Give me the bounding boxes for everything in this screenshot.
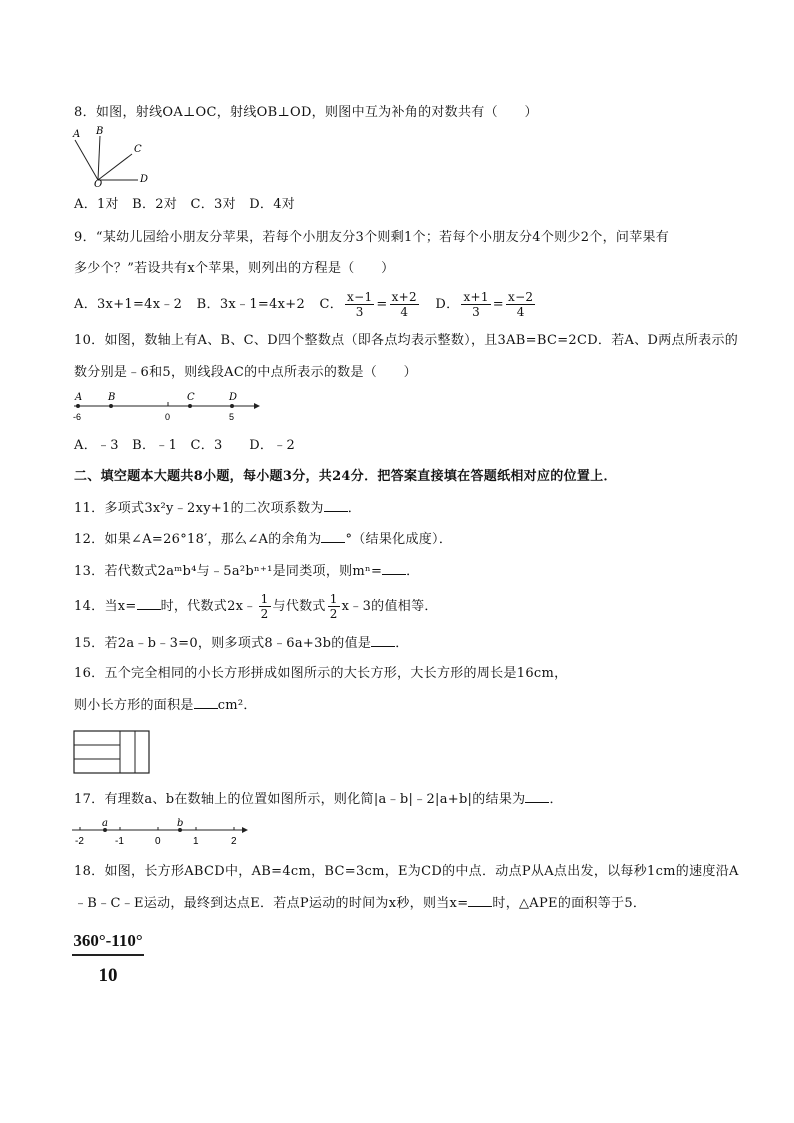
section-2-heading: 二、填空题本大题共8小题，每小题3分，共24分．把答案直接填在答题纸相对应的位置上．	[74, 469, 617, 484]
q17-tick-1: 1	[193, 836, 199, 847]
q18-stem-line1: 18．如图，长方形ABCD中，AB=4cm，BC=3cm，E为CD的中点．动点P从A点出发，以每秒1cm的速度沿A	[74, 864, 739, 879]
q17-blank	[525, 790, 549, 803]
q12-blank	[321, 530, 345, 543]
q17-tick-0: 0	[155, 836, 161, 847]
q10-number-line	[70, 390, 260, 424]
q15-blank	[371, 634, 395, 647]
q8-label-d: D	[140, 174, 149, 185]
q10-label-a: A	[75, 392, 83, 403]
q10-stem-line2: 数分别是﹣6和5，则线段AC的中点所表示的数是（ ）	[74, 365, 417, 380]
q8-label-b: B	[96, 126, 104, 137]
q17-tick-neg2: -2	[75, 836, 84, 847]
q9-stem-line1: 9．“某幼儿园给小朋友分苹果，若每个小朋友分3个则剩1个；若每个小朋友分4个则少2个，问苹果有	[74, 230, 670, 245]
q17-tick-2: 2	[231, 836, 237, 847]
q10-label-d: D	[229, 392, 238, 403]
q14: 14．当x= 时，代数式2x﹣ $\frac{1}{2}$ 与代数式 $\frac{1}{2}$ x﹣3的值相等．	[74, 592, 438, 621]
q16-rectangle-figure	[73, 730, 151, 775]
q17-number-line	[70, 818, 250, 848]
q9-options	[74, 290, 547, 319]
q15: 15．若2a﹣b﹣3=0，则多项式8﹣6a+3b的值是 ．	[74, 636, 409, 651]
scratch-numerator: 360°-110°	[72, 930, 144, 956]
scratch-denominator: 10	[98, 965, 118, 986]
q8-label-a: A	[73, 129, 81, 140]
q10-label-c: C	[187, 392, 195, 403]
q8-label-o: O	[94, 179, 103, 188]
q9-option-d: D． $\frac{x+1}{3}$ = $\frac{x-2}{4}$	[435, 290, 534, 319]
q9-option-b: B．3x﹣1=4x+2	[196, 297, 306, 312]
q9-option-c: C． $\frac{x-1}{3}$ = $\frac{x+2}{4}$	[319, 290, 417, 319]
q12: 12．如果∠A=26°18′，那么∠A的余角为 °（结果化成度）．	[74, 532, 453, 547]
q11-blank	[324, 499, 348, 512]
q11: 11．多项式3x²y﹣2xy+1的二次项系数为 ．	[74, 501, 362, 516]
q10-label-b: B	[108, 392, 116, 403]
q16-line2: 则小长方形的面积是 cm²．	[74, 698, 257, 713]
q17-stem: 17．有理数a、b在数轴上的位置如图所示，则化简|a﹣b|﹣2|a+b|的结果为 ．	[74, 792, 563, 807]
q8-angle-figure	[70, 126, 155, 188]
q13: 13．若代数式2aᵐb⁴与﹣5a²bⁿ⁺¹是同类项，则mⁿ= ．	[74, 564, 420, 579]
q8-label-c: C	[134, 144, 142, 155]
q8-stem: 8．如图，射线OA⊥OC，射线OB⊥OD，则图中互为补角的对数共有（ ）	[74, 105, 538, 120]
q18-stem-line2: ﹣B﹣C﹣E运动，最终到达点E．若点P运动的时间为x秒，则当x= 时，△APE的面积等于5．	[74, 896, 647, 911]
q14-blank	[137, 597, 161, 610]
q10-tick-neg6: -6	[73, 412, 82, 422]
q17-label-a: a	[102, 818, 108, 829]
q9-stem-line2: 多少个？”若设共有x个苹果，则列出的方程是（ ）	[74, 261, 395, 276]
q10-tick-5: 5	[229, 412, 235, 422]
q16-line1: 16．五个完全相同的小长方形拼成如图所示的大长方形，大长方形的周长是16cm，	[74, 666, 568, 681]
q18-blank	[468, 894, 492, 907]
q8-options: A．1对 B．2对 C．3对 D．4对	[74, 197, 296, 212]
q10-options: A．﹣3 B．﹣1 C．3 D．﹣2	[74, 438, 296, 453]
q17-label-b: b	[177, 818, 184, 829]
q17-tick-neg1: -1	[115, 836, 124, 847]
q16-blank	[194, 696, 218, 709]
q13-blank	[382, 562, 406, 575]
scratch-fraction	[72, 930, 144, 990]
q10-tick-0: 0	[165, 412, 171, 422]
q9-option-a: A．3x+1=4x﹣2	[74, 297, 183, 312]
q10-stem-line1: 10．如图，数轴上有A、B、C、D四个整数点（即各点均表示整数），且3AB=BC=2CD．若A、D两点所表示的	[74, 333, 739, 348]
